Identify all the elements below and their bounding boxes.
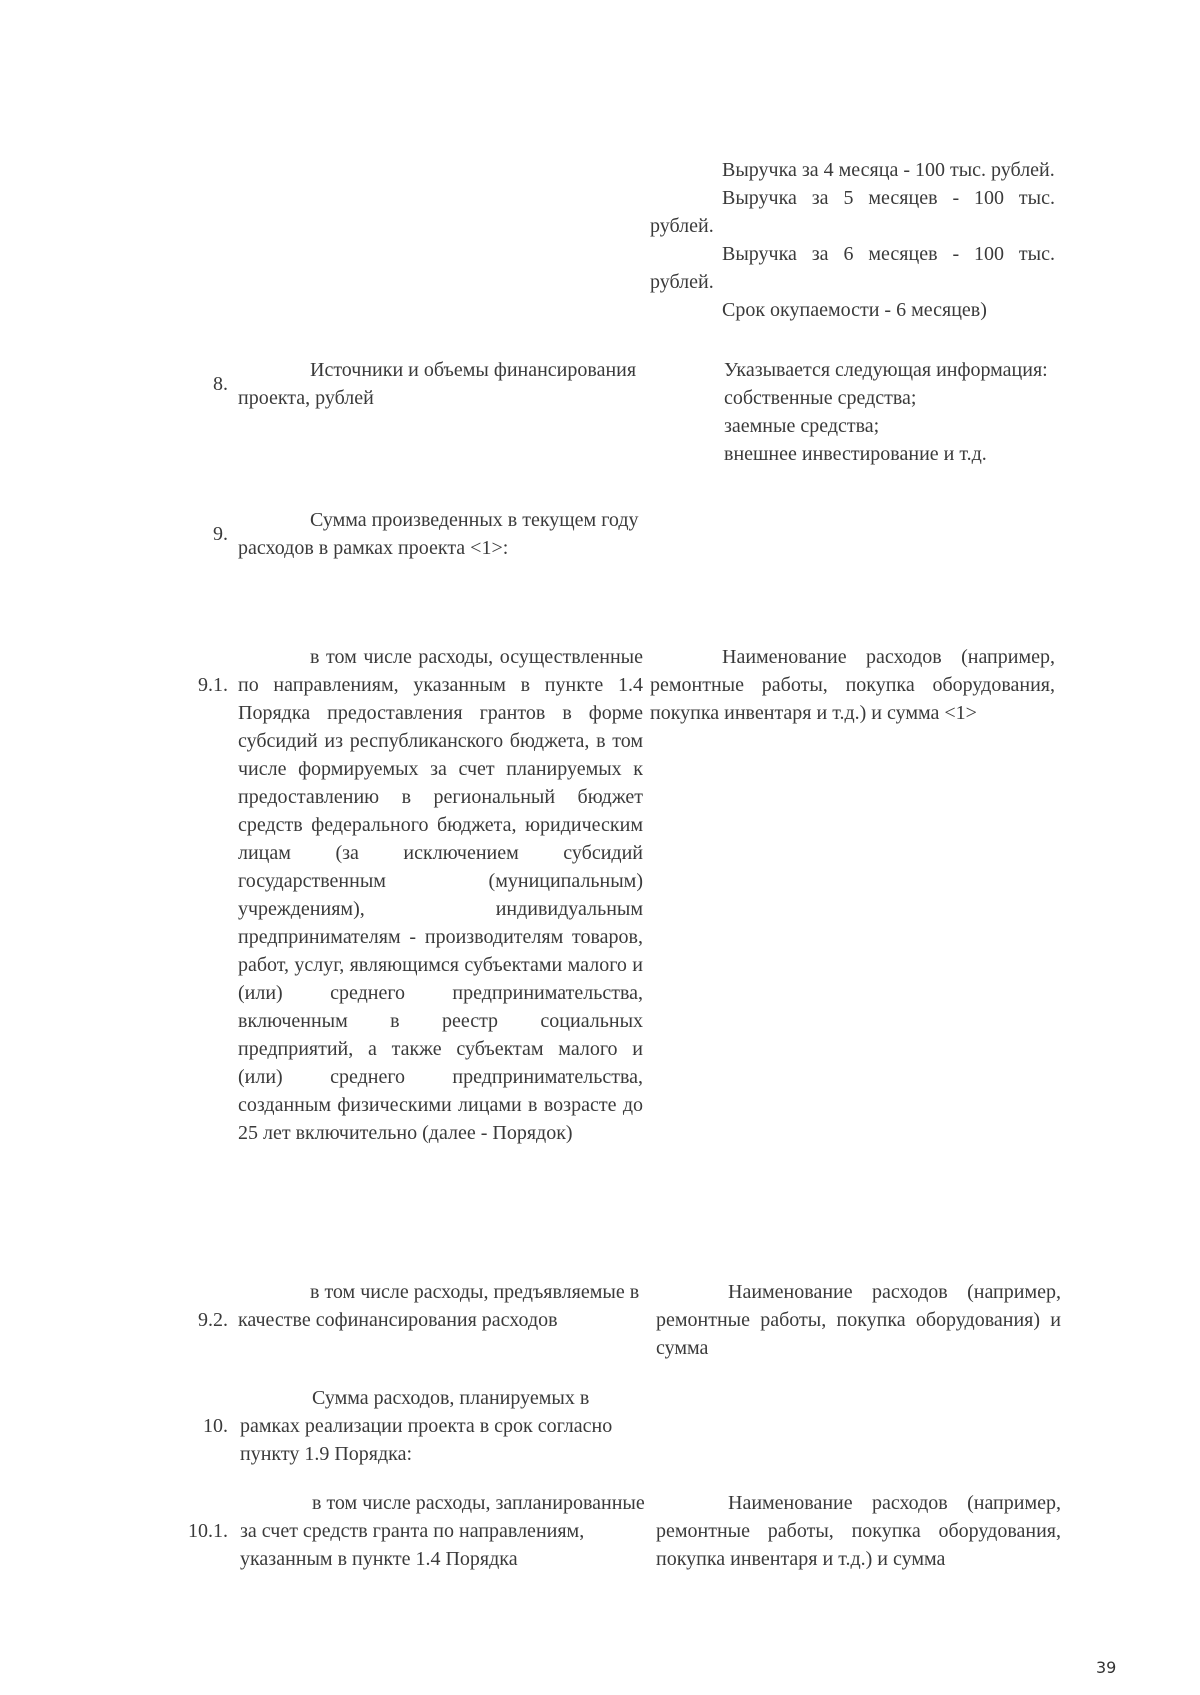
row-value-item: внешнее инвестирование и т.д. [724, 443, 987, 465]
row-value-lead: Указывается следующая информация: [724, 359, 1048, 381]
revenue-month-5: Выручка за 5 месяцев - 100 тыс. рублей. [650, 187, 1055, 237]
row-number: 10.1. [188, 1520, 228, 1542]
row-label [238, 356, 643, 412]
row-value-item: заемные средства; [724, 415, 880, 437]
row-label [240, 1384, 645, 1468]
row-label-text: в том числе расходы, предъявляемые в качестве софинансирования расходов [238, 1281, 640, 1331]
row-label-text: Сумма расходов, планируемых в рамках реализации проекта в срок согласно пункту 1.9 Порядка: [240, 1387, 613, 1465]
row-label-text: Источники и объемы финансирования проекта, рублей [238, 359, 637, 409]
continuation-block [650, 156, 1055, 324]
row-label [238, 1278, 643, 1334]
row-label-text: в том числе расходы, запланированные за счет средств гранта по направлениям, указанным в пункте 1.4 Порядка [240, 1492, 645, 1570]
row-value-text: Наименование расходов (например, ремонтные работы, покупка оборудования, покупка инвентаря и т.д.) и сумма <1> [650, 646, 1055, 724]
row-number: 9.2. [198, 1309, 228, 1331]
row-number: 8. [213, 373, 228, 395]
page-number: 39 [1096, 1658, 1117, 1677]
row-label [238, 643, 643, 1147]
row-label-text: в том числе расходы, осуществленные по направлениям, указанным в пункте 1.4 Порядка предоставления грантов в форме субсидий из республиканского бюджета, в том числе формируемых за счет планируемых к предоставлению в региональный бюджет средств федерального бюджета, юридическим лицам (за исключением субсидий государственным (муниципальным) учреждениям), индивидуальным предпринимателям - производителям товаров, работ, услуг, являющимся субъектами малого и (или) среднего предпринимательства, включенным в реестр социальных предприятий, а также субъектам малого и (или) среднего предпринимательства, созданным физическими лицами в возрасте до 25 лет включительно (далее - Порядок) [238, 646, 643, 1144]
row-label [240, 1489, 645, 1573]
row-value [656, 1489, 1061, 1573]
row-value-text: Наименование расходов (например, ремонтные работы, покупка оборудования) и сумма [656, 1281, 1061, 1359]
payback-period: Срок окупаемости - 6 месяцев) [722, 299, 987, 321]
row-value [656, 1278, 1061, 1362]
row-number: 9. [213, 523, 228, 545]
row-number: 10. [203, 1415, 228, 1437]
row-value [650, 643, 1055, 727]
revenue-month-4: Выручка за 4 месяца - 100 тыс. рублей. [722, 159, 1055, 181]
row-label [238, 506, 643, 562]
revenue-month-6: Выручка за 6 месяцев - 100 тыс. рублей. [650, 243, 1055, 293]
row-value-item: собственные средства; [724, 387, 917, 409]
row-value-text: Наименование расходов (например, ремонтные работы, покупка оборудования, покупка инвентаря и т.д.) и сумма [656, 1492, 1061, 1570]
row-value [652, 356, 1057, 468]
row-number: 9.1. [198, 674, 228, 696]
row-label-text: Сумма произведенных в текущем году расходов в рамках проекта <1>: [238, 509, 639, 559]
